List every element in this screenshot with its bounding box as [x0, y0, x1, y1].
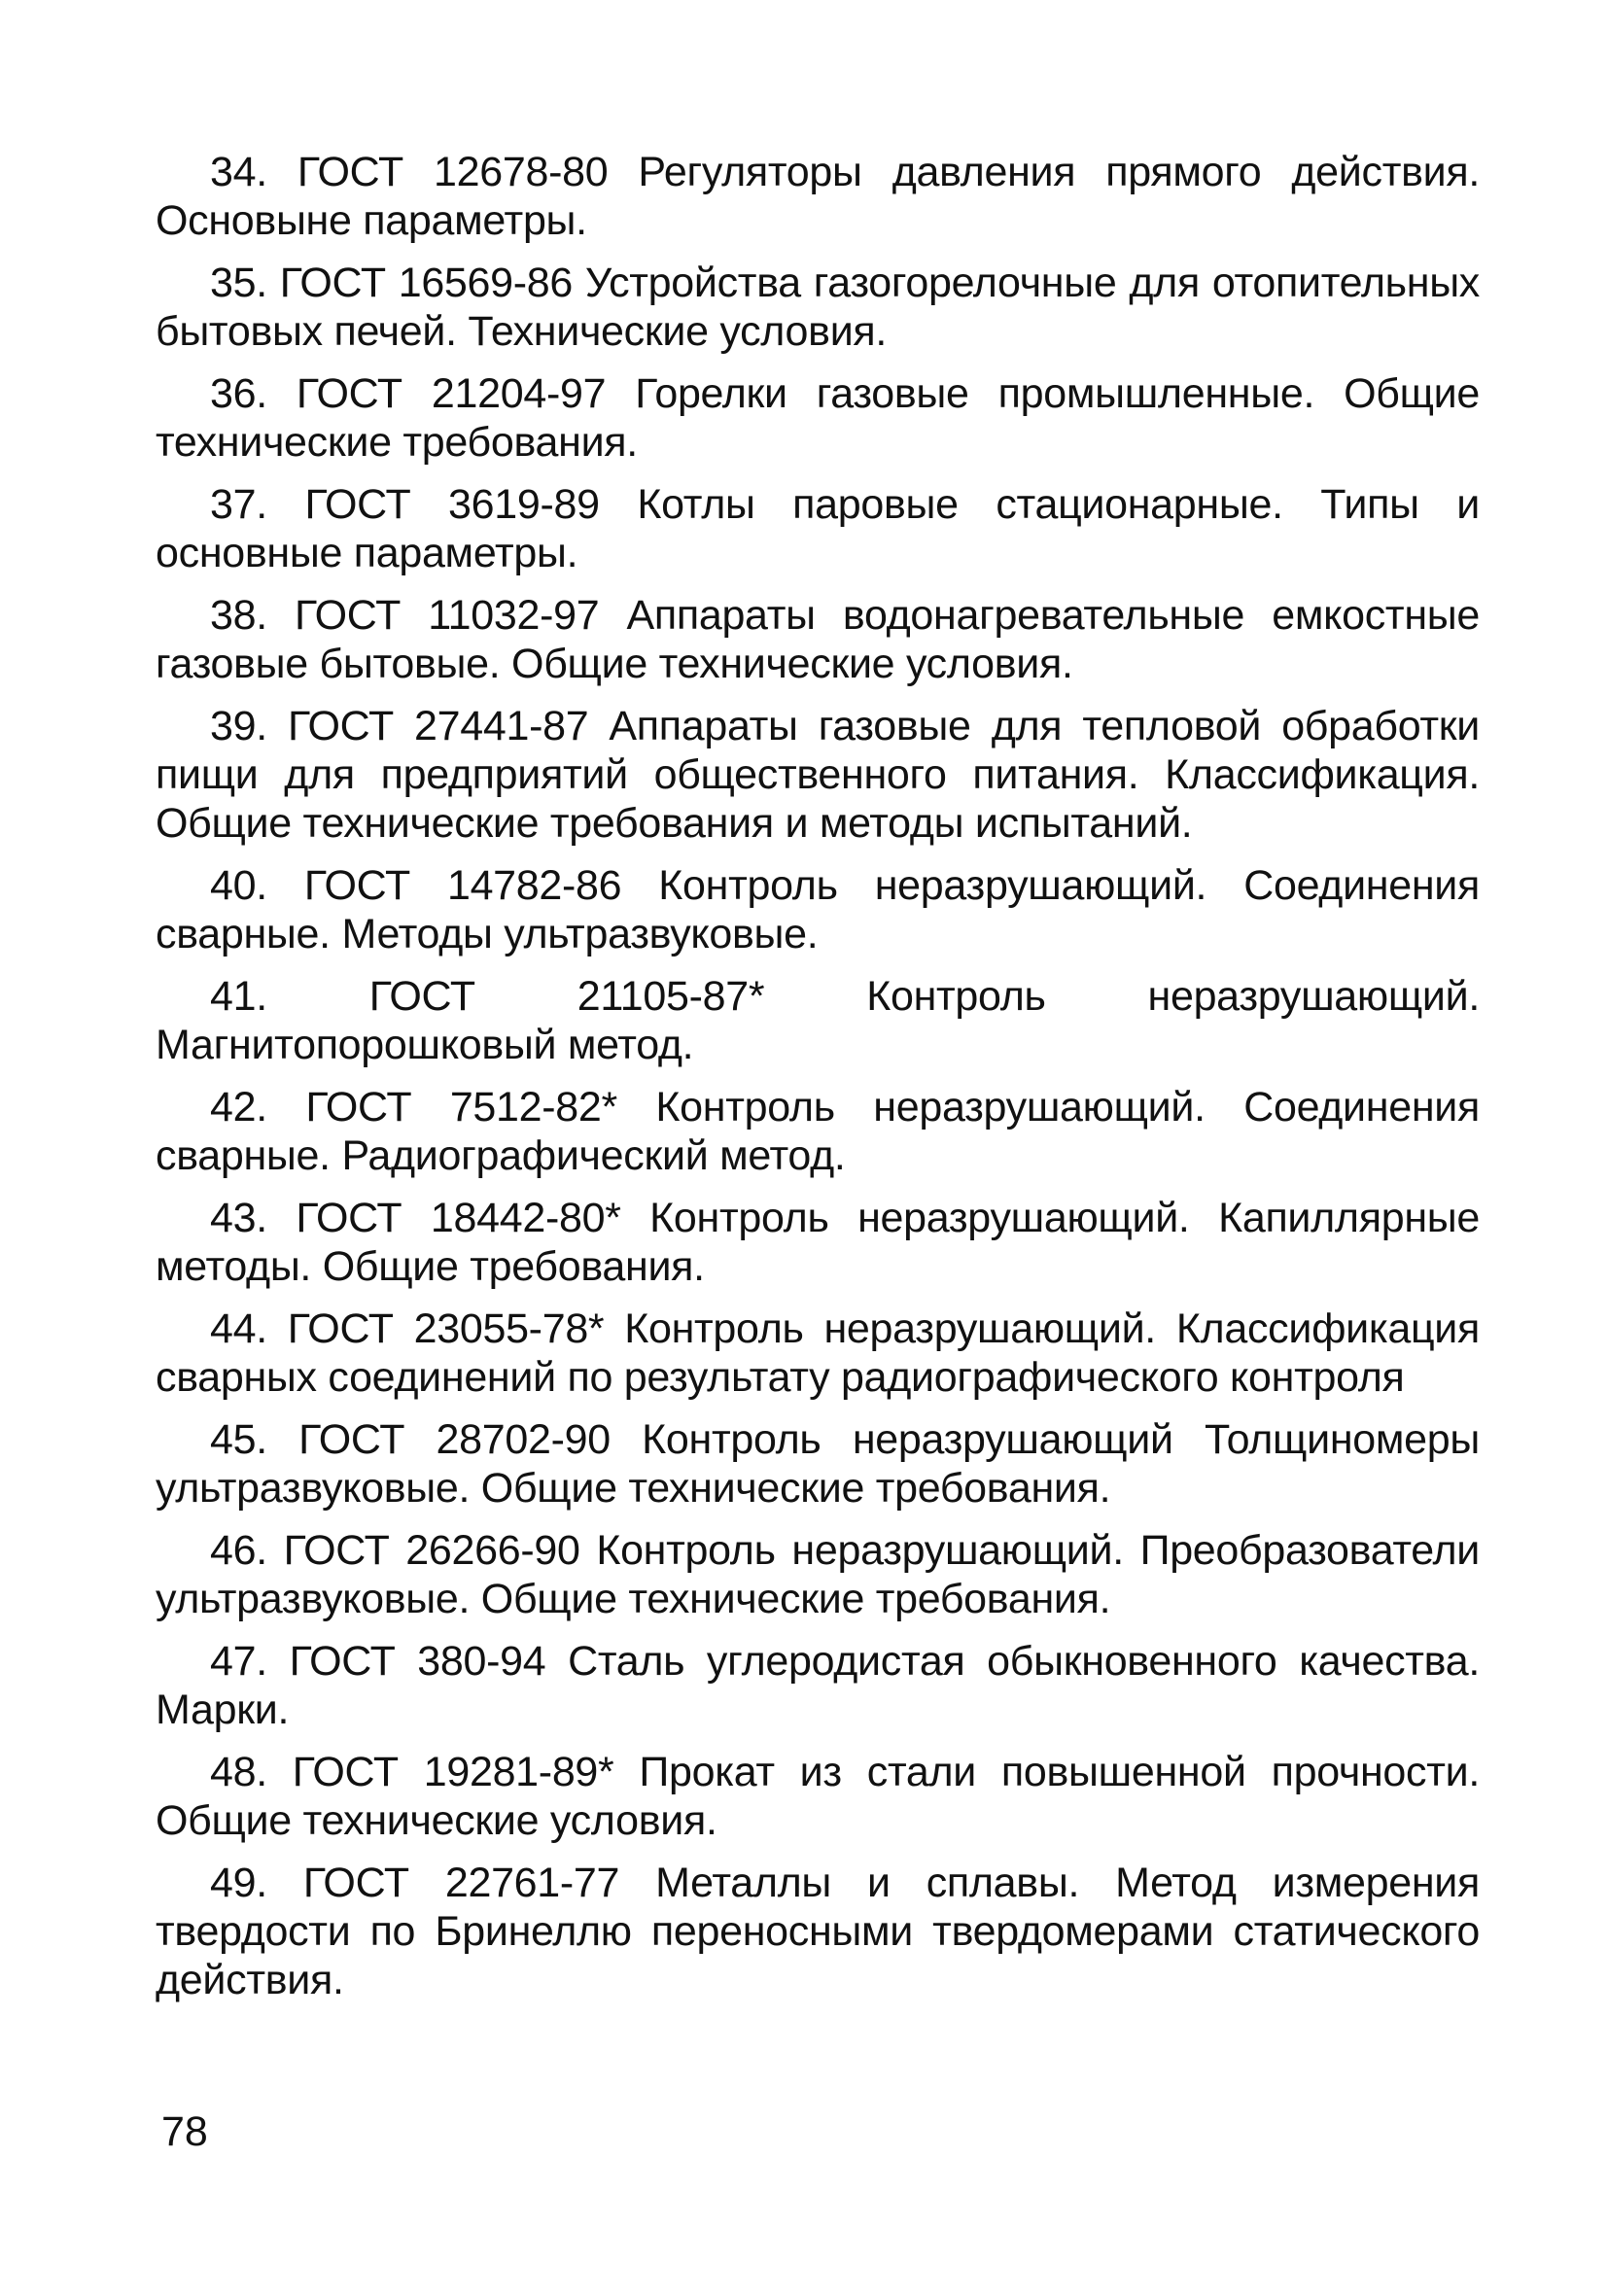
reference-item-41 [156, 972, 1480, 1069]
reference-item-40 [156, 861, 1480, 958]
reference-text: 48. ГОСТ 19281-89* Прокат из стали повышенной прочности. Общие технические условия. [156, 1749, 1480, 1844]
page-number: 78 [161, 2108, 208, 2155]
reference-text: 36. ГОСТ 21204-97 Горелки газовые промышленные. Общие технические требования. [156, 370, 1480, 466]
reference-item-48 [156, 1748, 1480, 1845]
reference-text: 39. ГОСТ 27441-87 Аппараты газовые для тепловой обработки пищи для предприятий общественного питания. Классификация. Общие технические требования и методы испытаний. [156, 703, 1480, 847]
reference-text: 44. ГОСТ 23055-78* Контроль неразрушающий. Классификация сварных соединений по результату радиографического контроля [156, 1305, 1480, 1401]
reference-text: 46. ГОСТ 26266-90 Контроль неразрушающий. Преобразователи ультразвуковые. Общие технические требования. [156, 1527, 1480, 1622]
reference-item-35 [156, 259, 1480, 356]
reference-text: 41. ГОСТ 21105-87* Контроль неразрушающий. Магнитопорошковый метод. [156, 973, 1480, 1068]
reference-text: 38. ГОСТ 11032-97 Аппараты водонагревательные емкостные газовые бытовые. Общие технические условия. [156, 592, 1480, 687]
reference-text: 37. ГОСТ 3619-89 Котлы паровые стационарные. Типы и основные параметры. [156, 481, 1480, 576]
reference-text: 34. ГОСТ 12678-80 Регуляторы давления прямого действия. Основыне параметры. [156, 149, 1480, 244]
reference-text: 49. ГОСТ 22761-77 Металлы и сплавы. Метод измерения твердости по Бринеллю переносными твердомерами статического действия. [156, 1860, 1480, 2003]
reference-text: 45. ГОСТ 28702-90 Контроль неразрушающий Толщиномеры ультразвуковые. Общие технические требования. [156, 1416, 1480, 1512]
reference-text: 35. ГОСТ 16569-86 Устройства газогорелочные для отопительных бытовых печей. Технические условия. [156, 260, 1480, 355]
reference-item-49 [156, 1859, 1480, 2004]
reference-item-47 [156, 1637, 1480, 1734]
reference-item-45 [156, 1415, 1480, 1513]
standards-reference-list [156, 148, 1480, 2018]
reference-item-46 [156, 1526, 1480, 1623]
reference-item-34 [156, 148, 1480, 245]
reference-item-37 [156, 480, 1480, 577]
reference-item-44 [156, 1305, 1480, 1402]
reference-text: 42. ГОСТ 7512-82* Контроль неразрушающий. Соединения сварные. Радиографический метод. [156, 1084, 1480, 1179]
reference-text: 43. ГОСТ 18442-80* Контроль неразрушающий. Капиллярные методы. Общие требования. [156, 1195, 1480, 1290]
reference-item-36 [156, 369, 1480, 467]
reference-item-43 [156, 1194, 1480, 1291]
reference-text: 47. ГОСТ 380-94 Сталь углеродистая обыкновенного качества. Марки. [156, 1638, 1480, 1733]
reference-item-39 [156, 702, 1480, 848]
reference-text: 40. ГОСТ 14782-86 Контроль неразрушающий. Соединения сварные. Методы ультразвуковые. [156, 862, 1480, 957]
reference-item-38 [156, 591, 1480, 688]
reference-item-42 [156, 1083, 1480, 1180]
